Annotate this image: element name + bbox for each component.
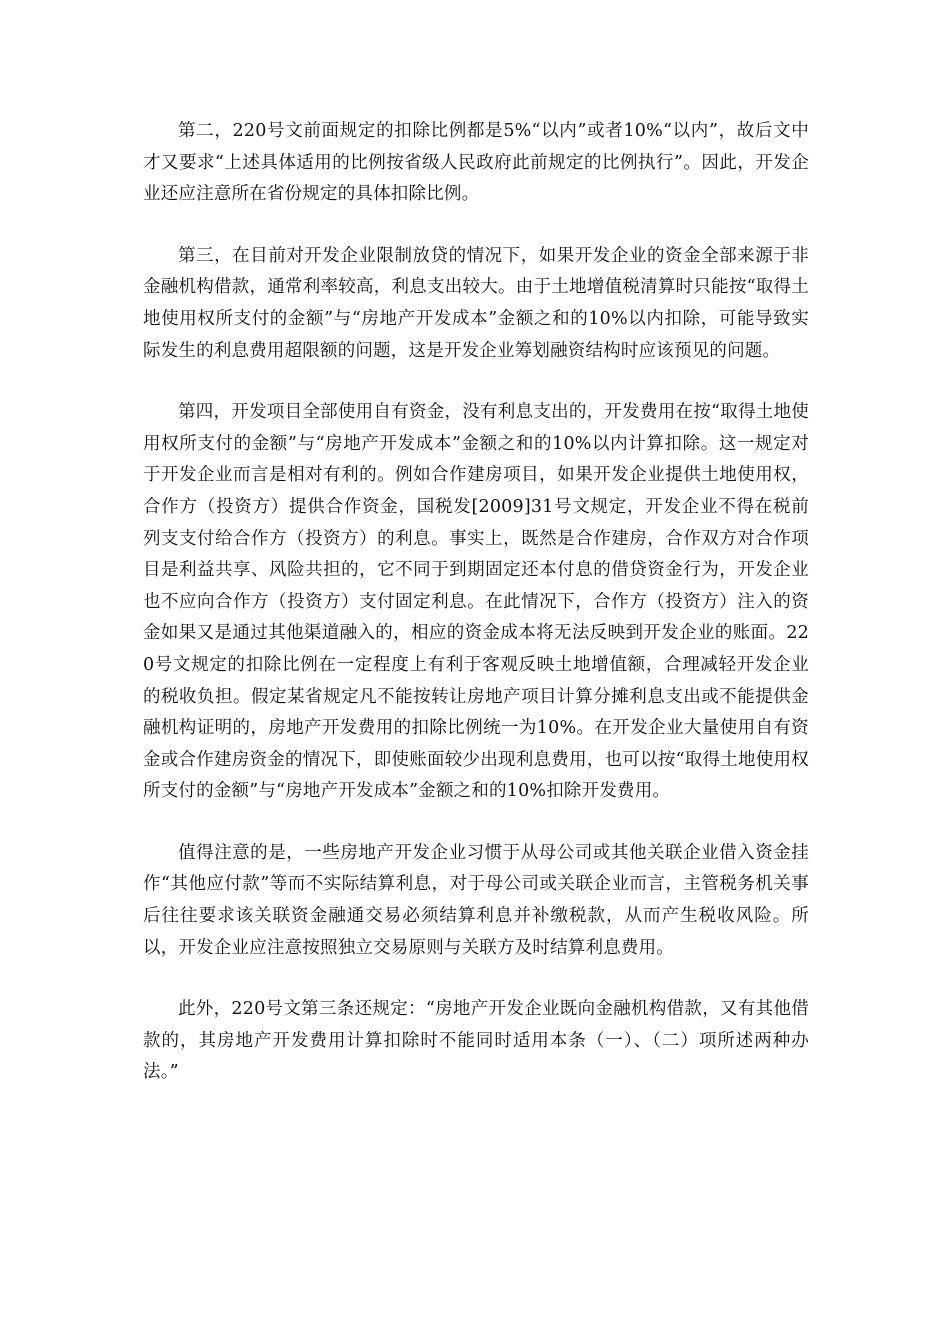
paragraph-ratio-limits: 第二，220号文前面规定的扣除比例都是5%“以内”或者10%“以内”，故后文中才又要求“上述具体适用的比例按省级人民政府此前规定的比例执行”。因此，开发企业还应注意所在省份规定的具体扣除比例。 (143, 121, 809, 205)
paragraph-related-party-risk: 值得注意的是，一些房地产开发企业习惯于从母公司或其他关联企业借入资金挂作“其他应付款”等而不实际结算利息，对于母公司或关联企业而言，主管税务机关事后往往要求该关联资金融通交易必须结算利息并补缴税款，从而产生税收风险。所以，开发企业应注意按照独立交易原则与关联方及时结算利息费用。 (143, 842, 809, 958)
paragraph-own-funds: 第四，开发项目全部使用自有资金，没有利息支出的，开发费用在按“取得土地使用权所支付的金额”与“房地产开发成本”金额之和的10%以内计算扣除。这一规定对于开发企业而言是相对有利的。例如合作建房项目，如果开发企业提供土地使用权，合作方（投资方）提供合作资金，国税发[2009]31号文规定，开发企业不得在税前列支支付给合作方（投资方）的利息。事实上，既然是合作建房，合作双方对合作项目是利益共享、风险共担的，它不同于到期固定还本付息的借贷资金行为，开发企业也不应向合作方（投资方）支付固定利息。在此情况下，合作方（投资方）注入的资金如果又是通过其他渠道融入的，相应的资金成本将无法反映到开发企业的账面。220号文规定的扣除比例在一定程度上有利于客观反映土地增值额，合理减轻开发企业的税收负担。假定某省规定凡不能按转让房地产项目计算分摊利息支出或不能提供金融机构证明的，房地产开发费用的扣除比例统一为10%。在开发企业大量使用自有资金或合作建房资金的情况下，即使账面较少出现利息费用，也可以按“取得土地使用权所支付的金额”与“房地产开发成本”金额之和的10%扣除开发费用。 (143, 402, 809, 802)
document-body (143, 116, 809, 1119)
paragraph-non-bank-loans: 第三，在目前对开发企业限制放贷的情况下，如果开发企业的资金全部来源于非金融机构借款，通常利率较高，利息支出较大。由于土地增值税清算时只能按“取得土地使用权所支付的金额”与“房地产开发成本”金额之和的10%以内扣除，可能导致实际发生的利息费用超限额的问题，这是开发企业筹划融资结构时应该预见的问题。 (143, 245, 809, 361)
paragraph-article-three: 此外，220号文第三条还规定：“房地产开发企业既向金融机构借款，又有其他借款的，其房地产开发费用计算扣除时不能同时适用本条（一）、（二）项所述两种办法。” (143, 999, 809, 1083)
